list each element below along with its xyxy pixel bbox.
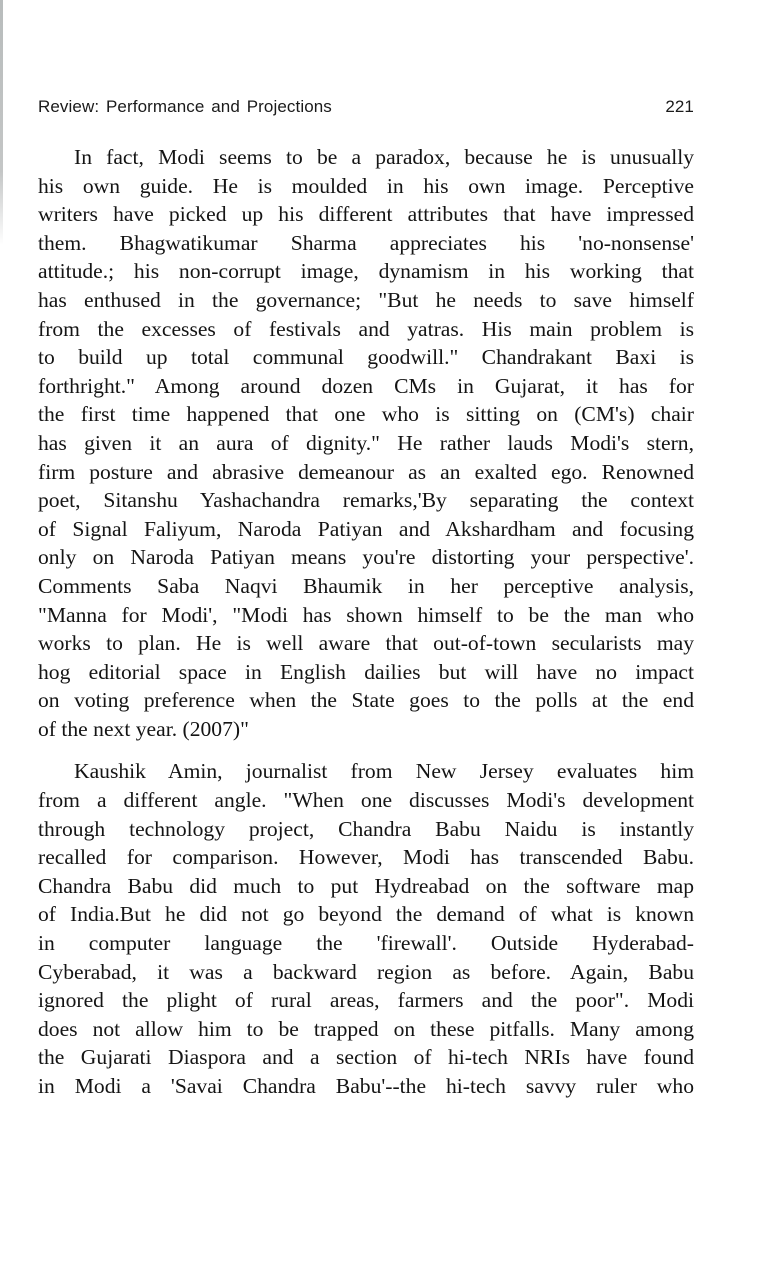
text-line: "Manna for Modi', "Modi has shown himself to be the man who: [38, 602, 694, 627]
text-line: the first time happened that one who is sitting on (CM's) chair: [38, 402, 694, 427]
text-line: his own guide. He is moulded in his own image. Perceptive: [38, 173, 694, 198]
text-line: in computer language the 'firewall'. Outside Hyderabad-: [38, 931, 694, 956]
text-line: Kaushik Amin, journalist from New Jersey evaluates him: [74, 759, 694, 784]
paragraph-1: [38, 143, 694, 743]
running-head: [38, 97, 694, 121]
text-line: attitude.; his non-corrupt image, dynamism in his working that: [38, 259, 694, 284]
text-line: forthright." Among around dozen CMs in Gujarat, it has for: [38, 373, 694, 398]
text-line: has given it an aura of dignity." He rather lauds Modi's stern,: [38, 430, 694, 455]
text-line: on voting preference when the State goes to the polls at the end: [38, 688, 694, 713]
text-line: poet, Sitanshu Yashachandra remarks,'By separating the context: [38, 488, 694, 513]
text-line: to build up total communal goodwill." Chandrakant Baxi is: [38, 345, 694, 370]
text-line: writers have picked up his different attributes that have impressed: [38, 202, 694, 227]
text-line: ignored the plight of rural areas, farmers and the poor". Modi: [38, 988, 694, 1013]
text-line: In fact, Modi seems to be a paradox, because he is unusually: [74, 145, 694, 169]
text-line: them. Bhagwatikumar Sharma appreciates his 'no-nonsense': [38, 230, 694, 255]
text-line: only on Naroda Patiyan means you're distorting your perspective'.: [38, 545, 694, 570]
paragraph-2: [38, 757, 694, 1100]
text-line: recalled for comparison. However, Modi has transcended Babu.: [38, 845, 694, 870]
text-line: Comments Saba Naqvi Bhaumik in her perceptive analysis,: [38, 573, 694, 598]
body-text: [38, 143, 694, 1101]
text-line: firm posture and abrasive demeanour as an exalted ego. Renowned: [38, 459, 694, 484]
text-line: of the next year. (2007)": [38, 716, 249, 741]
text-line: hog editorial space in English dailies but will have no impact: [38, 659, 694, 684]
page-binding-edge: [0, 0, 3, 245]
text-line: through technology project, Chandra Babu Naidu is instantly: [38, 816, 694, 841]
text-line: has enthused in the governance; "But he needs to save himself: [38, 287, 694, 312]
text-line: from a different angle. "When one discusses Modi's development: [38, 788, 694, 813]
text-line: does not allow him to be trapped on these pitfalls. Many among: [38, 1016, 694, 1041]
text-line: of Signal Faliyum, Naroda Patiyan and Akshardham and focusing: [38, 516, 694, 541]
text-line: from the excesses of festivals and yatras. His main problem is: [38, 316, 694, 341]
text-line: of India.But he did not go beyond the demand of what is known: [38, 902, 694, 927]
text-line: the Gujarati Diaspora and a section of hi-tech NRIs have found: [38, 1045, 694, 1070]
text-line: Cyberabad, it was a backward region as before. Again, Babu: [38, 959, 694, 984]
text-line: in Modi a 'Savai Chandra Babu'--the hi-tech savvy ruler who: [38, 1074, 694, 1098]
running-head-title: Review: Performance and Projections: [38, 97, 332, 116]
text-line: works to plan. He is well aware that out-of-town secularists may: [38, 631, 694, 656]
text-line: Chandra Babu did much to put Hydreabad on the software map: [38, 873, 694, 898]
page-number: 221: [665, 97, 694, 116]
